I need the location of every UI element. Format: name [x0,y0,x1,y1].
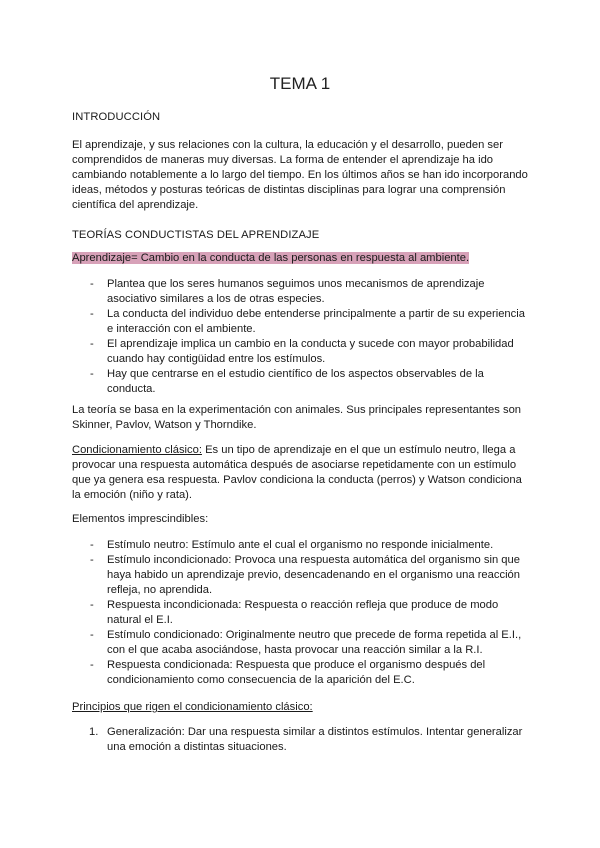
bullet-dash: - [90,659,94,671]
list-item [72,337,534,367]
list-item-line: conducta. [107,383,156,395]
list-item [72,307,534,337]
paragraph-line: científica del aprendizaje. [72,199,199,211]
list-item-line: Respuesta incondicionada: Respuesta o reacción refleja que produce de modo [107,599,499,611]
intro-heading: INTRODUCCIÓN [72,111,161,123]
theories-heading: TEORÍAS CONDUCTISTAS DEL APRENDIZAJE [72,229,320,241]
list-item-line: haya habido un aprendizaje previo, desencadenando en el organismo una reacción [107,569,520,581]
list-item-line: condicionamiento como consecuencia de la aparición del E.C. [107,674,415,686]
intro-paragraph [72,138,534,213]
list-item-line: cuando hay contigüidad entre los estímulos. [107,353,326,365]
list-item-line: Respuesta condicionada: Respuesta que produce el organismo después del [107,659,486,671]
list-item [72,367,534,397]
list-item-line: Estímulo condicionado: Originalmente neutro que precede de forma repetida al E.I., [107,629,522,641]
page-title: TEMA 1 [269,74,331,93]
list-item-line: asociativo similares a los de otras especies. [107,293,325,305]
paragraph-line: ideas, métodos y posturas teóricas de distintas disciplinas para lograr una comprensión [72,184,506,196]
definition-line [72,251,534,266]
list-item [72,538,534,553]
list-item-line: una emoción a distintas situaciones. [107,741,287,753]
bullet-dash: - [90,629,94,641]
list-item-line: El aprendizaje implica un cambio en la conducta y sucede con mayor probabilidad [107,338,514,350]
list-item-line: Estímulo incondicionado: Provoca una respuesta automática del organismo sin que [107,554,520,566]
paragraph-line: La teoría se basa en la experimentación con animales. Sus principales representantes son [72,404,522,416]
paragraph-line: provocar una respuesta automática después de asociarse repetidamente con un estímulo [72,459,517,471]
paragraph-text: Es un tipo de aprendizaje en el que un estímulo neutro, llega a [201,444,516,456]
bullet-dash: - [90,539,94,551]
list-item-line: Plantea que los seres humanos seguimos unos mecanismos de aprendizaje [107,278,485,290]
list-item-line: natural el E.I. [107,614,173,626]
paragraph-line: comprendidos de maneras muy diversas. La forma de entender el aprendizaje ha ido [72,154,494,166]
paragraph-line: cambiando notablemente a lo largo del tiempo. En los últimos años se han ido incorporando [72,169,528,181]
paragraph-line: Skinner, Pavlov, Watson y Thorndike. [72,419,257,431]
list-item-line: Generalización: Dar una respuesta similar a distintos estímulos. Intentar generalizar [107,726,523,738]
list-item-line: La conducta del individuo debe entenderse principalmente a partir de su experiencia [107,308,525,320]
list-item [72,598,534,628]
list-item [72,553,534,598]
classical-term: Condicionamiento clásico: [72,444,202,456]
paragraph-line: que ya genera esa respuesta. Pavlov condiciona la conducta (perros) y Watson condiciona [72,474,522,486]
bullet-dash: - [90,338,94,350]
paragraph-line: la emoción (niño y rata). [72,489,193,501]
list-number: 1. [89,726,99,738]
highlighted-definition: Aprendizaje= Cambio en la conducta de las personas en respuesta al ambiente. [72,252,470,264]
list-item-line: Hay que centrarse en el estudio científico de los aspectos observables de la [107,368,484,380]
elements-bullet-list [72,538,534,688]
principles-numbered-list [72,725,534,755]
elements-heading: Elementos imprescindibles: [72,513,209,525]
list-item [72,628,534,658]
principles-heading: Principios que rigen el condicionamiento clásico: [72,701,313,713]
bullet-dash: - [90,368,94,380]
list-item-line: refleja, no aprendida. [107,584,213,596]
list-item [72,725,534,755]
bullet-dash: - [90,554,94,566]
experiment-paragraph [72,403,534,433]
list-item [72,277,534,307]
paragraph-line [72,443,534,458]
theories-bullet-list [72,277,534,397]
classical-paragraph [72,443,534,503]
list-item-line: e interacción con el ambiente. [107,323,256,335]
bullet-dash: - [90,599,94,611]
bullet-dash: - [90,278,94,290]
list-item [72,658,534,688]
list-item-line: Estímulo neutro: Estímulo ante el cual el organismo no responde inicialmente. [107,539,494,551]
paragraph-line: El aprendizaje, y sus relaciones con la cultura, la educación y el desarrollo, pueden ser [72,139,503,151]
bullet-dash: - [90,308,94,320]
list-item-line: con el que acaba asociándose, hasta provocar una reacción similar a la R.I. [107,644,483,656]
